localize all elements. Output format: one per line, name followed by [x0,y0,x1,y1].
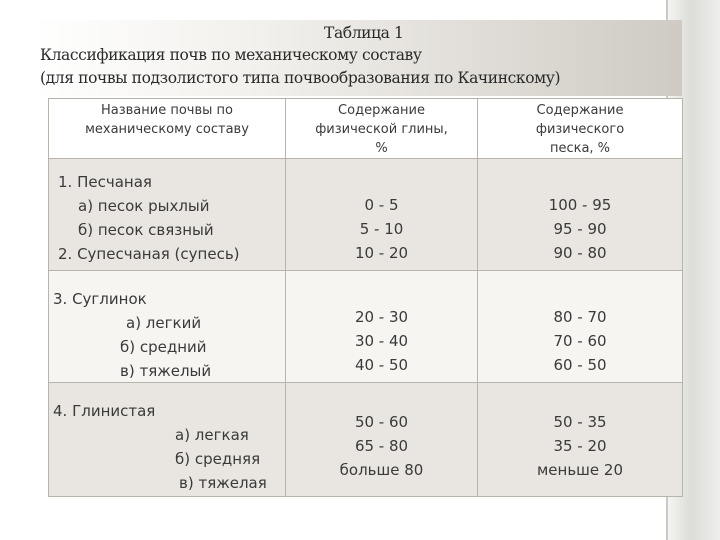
sand-value: меньше 20 [536,461,623,479]
table-subtitle: (для почвы подзолистого типа почвообразования по Качинскому) [40,69,561,87]
clay-value: 20 - 30 [354,308,409,326]
sand-cell [478,271,683,383]
clay-value: 30 - 40 [354,332,409,350]
soil-subtype-label: а) легкая [175,426,249,444]
soil-subtype-label: а) песок рыхлый [78,197,210,215]
header-soil-name: Название почвы по механическому составу [49,99,286,159]
clay-cell [286,271,478,383]
sand-value: 80 - 70 [553,308,607,326]
clay-value: 50 - 60 [354,413,409,431]
table-row [49,159,683,271]
sand-cell [478,383,683,497]
sand-value: 95 - 90 [553,220,607,238]
clay-value: 5 - 10 [359,220,404,238]
header-sand: Содержание физического песка, % [478,99,683,159]
table-row [49,271,683,383]
soil-subtype-label: в) тяжелая [179,474,267,492]
header-clay: Содержание физической глины, % [286,99,478,159]
soil-group-label: 3. Суглинок [53,290,147,308]
clay-value: 65 - 80 [354,437,409,455]
title-block [34,20,682,96]
sand-value: 100 - 95 [548,196,612,214]
clay-value: больше 80 [339,461,424,479]
soil-classification-table [48,98,683,497]
table-row [49,383,683,497]
table-number: Таблица 1 [324,24,404,42]
sand-value: 60 - 50 [553,356,607,374]
soil-name-cell [49,159,286,271]
soil-subtype-label: б) средний [120,338,207,356]
soil-subtype-label: б) песок связный [78,221,214,239]
clay-value: 40 - 50 [354,356,409,374]
header-row [49,99,683,159]
table-title: Классификация почв по механическому составу [40,46,422,64]
soil-group-label: 2. Супесчаная (супесь) [58,245,240,263]
sand-value: 90 - 80 [553,244,607,262]
clay-value: 10 - 20 [354,244,409,262]
soil-group-label: 4. Глинистая [53,402,156,420]
soil-subtype-label: а) легкий [126,314,202,332]
soil-subtype-label: в) тяжелый [120,362,212,380]
soil-group-label: 1. Песчаная [58,173,152,191]
sand-cell [478,159,683,271]
clay-cell [286,159,478,271]
sand-value: 35 - 20 [553,437,607,455]
clay-value: 0 - 5 [364,196,399,214]
clay-cell [286,383,478,497]
sand-value: 50 - 35 [553,413,607,431]
sand-value: 70 - 60 [553,332,607,350]
soil-name-cell [49,383,286,497]
soil-subtype-label: б) средняя [175,450,261,468]
soil-name-cell [49,271,286,383]
